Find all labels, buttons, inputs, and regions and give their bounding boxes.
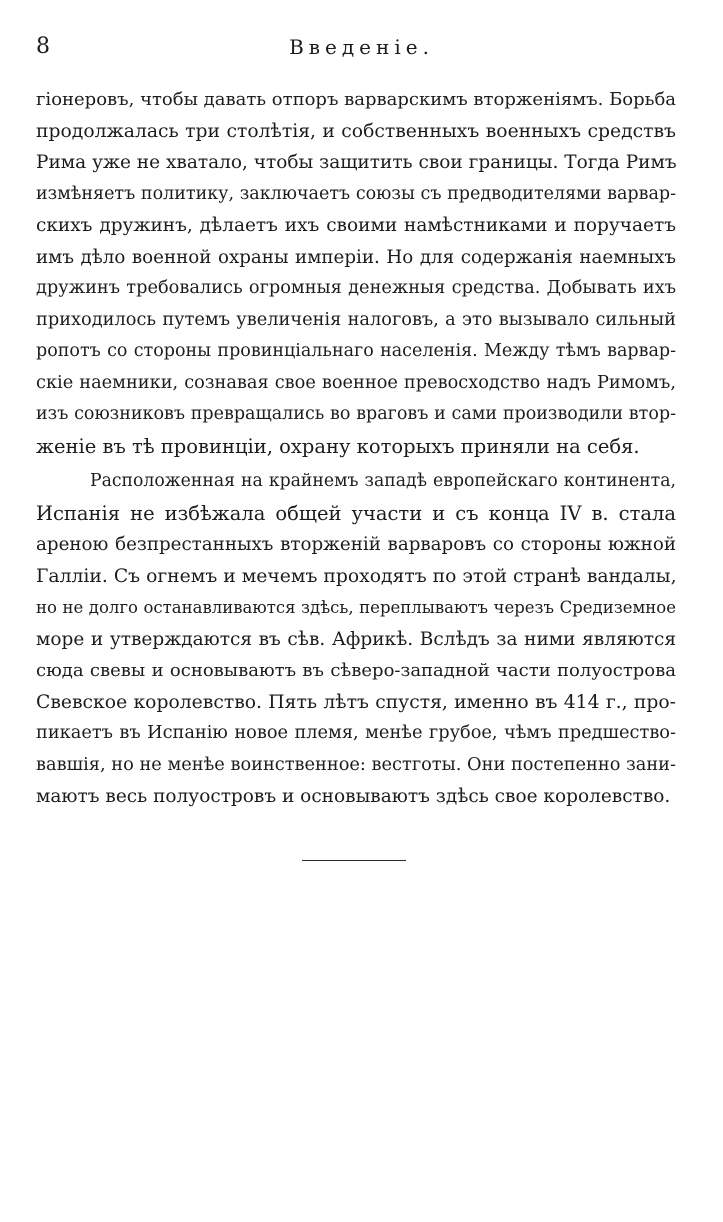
page-number: 8 [36,34,50,59]
text-line: Рима уже не хватало, чтобы защитить свои границы. Тогда Римъ [36,152,677,173]
text-line: дружинъ требовались огромныя денежныя средства. Добывать ихъ [36,278,676,298]
text-line: изъ союзниковъ превращались во враговъ и сами производили втор- [36,404,676,424]
text-line: продолжалась три столѣтія, и собственныхъ военныхъ средствъ [36,120,676,142]
text-line: сюда свевы и основываютъ въ сѣверо-западной части полуострова [36,660,676,681]
text-line: ропотъ со стороны провинціальнаго населенія. Между тѣмъ варвар- [36,341,676,361]
text-line: пикаетъ въ Испанію новое племя, менѣе грубое, чѣмъ предшество- [36,723,676,743]
section-end-rule [302,860,406,861]
text-line: Свевское королевство. Пять лѣтъ спустя, именно въ 414 г., про- [36,691,676,713]
paragraph-1 [36,84,676,462]
text-line: но не долго останавливаются здѣсь, переплываютъ черезъ Средиземное [36,598,676,617]
text-line: море и утверждаются въ сѣв. Африкѣ. Вслѣдъ за ними являются [36,628,676,650]
text-line: ареною безпрестанныхъ вторженій варваровъ со стороны южной [36,534,676,555]
text-line: имъ дѣло военной охраны имперіи. Но для содержанія наемныхъ [36,246,676,268]
text-line: маютъ весь полуостровъ и основываютъ здѣсь свое королевство. [36,786,671,807]
text-line: гіонеровъ, чтобы давать отпоръ варварскимъ вторженіямъ. Борьба [36,89,677,110]
text-line: Расположенная на крайнемъ западѣ европейскаго континента, [90,471,676,491]
text-line: Испанія не избѣжала общей участи и съ конца IV в. стала [36,501,676,525]
text-line: скіе наемники, сознавая свое военное превосходство надъ Римомъ, [36,372,676,393]
text-line: Галліи. Съ огнемъ и мечемъ проходятъ по этой странѣ вандалы, [36,565,677,587]
body-text [36,84,676,813]
paragraph-2 [36,466,676,813]
text-line: вавшія, но не менѣе воинственное: вестготы. Они постепенно зани- [36,754,676,775]
text-line: измѣняетъ политику, заключаетъ союзы съ предводителями варвар- [36,183,676,204]
text-line: женіе въ тѣ провинціи, охрану которыхъ приняли на себя. [36,434,640,458]
text-line: скихъ дружинъ, дѣлаетъ ихъ своими намѣстниками и поручаетъ [36,215,676,236]
running-title: Введеніе. [289,35,434,59]
text-line: приходилось путемъ увеличенія налоговъ, а это вызывало сильный [36,309,676,330]
